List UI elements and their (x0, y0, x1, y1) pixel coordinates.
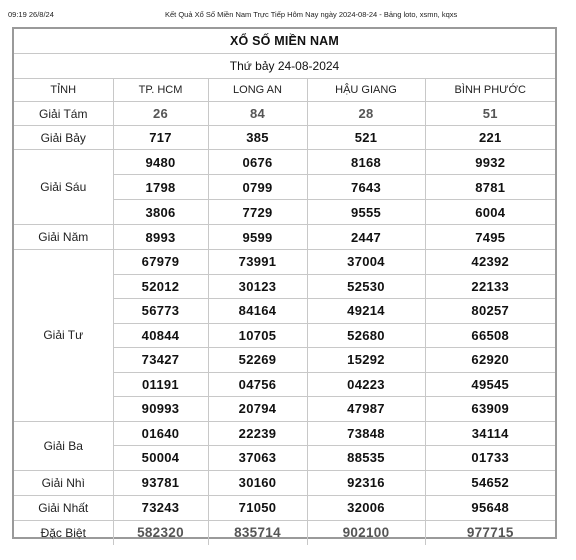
prize-number: 8781 (425, 175, 555, 200)
prize-number: 84 (208, 102, 307, 126)
prize-number: 6004 (425, 200, 555, 225)
prize-label: Giải Sáu (14, 150, 113, 225)
results-table (14, 79, 555, 545)
special-prize-number: 977715 (425, 520, 555, 545)
prize-number: 71050 (208, 495, 307, 520)
prize-number: 385 (208, 126, 307, 150)
prize-number: 7729 (208, 200, 307, 225)
browser-print-header (0, 0, 576, 22)
prize-number: 52530 (307, 274, 425, 299)
prize-number: 49214 (307, 299, 425, 324)
prize-number: 49545 (425, 372, 555, 397)
prize-number: 56773 (113, 299, 208, 324)
prize-number: 67979 (113, 250, 208, 275)
special-prize-number: 835714 (208, 520, 307, 545)
prize-number: 93781 (113, 470, 208, 495)
prize-row-ba (14, 421, 555, 446)
prize-number: 521 (307, 126, 425, 150)
prize-number: 01733 (425, 446, 555, 471)
prize-number: 52012 (113, 274, 208, 299)
prize-number: 54652 (425, 470, 555, 495)
special-prize-number: 582320 (113, 520, 208, 545)
prize-number: 10705 (208, 323, 307, 348)
prize-row-tu (14, 250, 555, 275)
prize-number: 66508 (425, 323, 555, 348)
prize-number: 7643 (307, 175, 425, 200)
province-header[interactable]: LONG AN (208, 79, 307, 102)
prize-number: 1798 (113, 175, 208, 200)
prize-number: 2447 (307, 225, 425, 250)
province-header[interactable]: TP. HCM (113, 79, 208, 102)
prize-number: 717 (113, 126, 208, 150)
prize-number: 37004 (307, 250, 425, 275)
prize-number: 47987 (307, 397, 425, 422)
province-column-label: TỈNH (14, 79, 113, 102)
prize-number: 32006 (307, 495, 425, 520)
prize-number: 20794 (208, 397, 307, 422)
province-header[interactable]: HẬU GIANG (307, 79, 425, 102)
prize-number: 73427 (113, 348, 208, 373)
prize-number: 52269 (208, 348, 307, 373)
prize-number: 04223 (307, 372, 425, 397)
prize-number: 0799 (208, 175, 307, 200)
prize-number: 0676 (208, 150, 307, 175)
province-header[interactable]: BÌNH PHƯỚC (425, 79, 555, 102)
prize-number: 80257 (425, 299, 555, 324)
prize-number: 62920 (425, 348, 555, 373)
prize-number: 88535 (307, 446, 425, 471)
prize-label: Giải Nhất (14, 495, 113, 520)
prize-number: 52680 (307, 323, 425, 348)
prize-number: 50004 (113, 446, 208, 471)
results-title: XỔ SỐ MIỀN NAM (14, 29, 555, 54)
prize-number: 28 (307, 102, 425, 126)
prize-number: 73848 (307, 421, 425, 446)
prize-row-nhat (14, 495, 555, 520)
prize-label: Giải Năm (14, 225, 113, 250)
prize-label: Giải Nhì (14, 470, 113, 495)
prize-number: 26 (113, 102, 208, 126)
prize-label: Giải Bảy (14, 126, 113, 150)
results-frame (12, 27, 557, 539)
prize-number: 63909 (425, 397, 555, 422)
prize-number: 42392 (425, 250, 555, 275)
prize-number: 37063 (208, 446, 307, 471)
prize-number: 04756 (208, 372, 307, 397)
prize-number: 9932 (425, 150, 555, 175)
special-prize-number: 902100 (307, 520, 425, 545)
print-page-title: Kết Quả Xổ Số Miền Nam Trực Tiếp Hôm Nay ngày 2024-08-24 - Bảng loto, xsmn, kqxs (165, 10, 458, 19)
prize-number: 15292 (307, 348, 425, 373)
prize-number: 84164 (208, 299, 307, 324)
prize-number: 8993 (113, 225, 208, 250)
results-date: Thứ bảy 24-08-2024 (14, 54, 555, 79)
prize-number: 73991 (208, 250, 307, 275)
prize-number: 9480 (113, 150, 208, 175)
prize-number: 01191 (113, 372, 208, 397)
prize-number: 9555 (307, 200, 425, 225)
print-timestamp: 09:19 26/8/24 (8, 10, 54, 19)
prize-row-bay (14, 126, 555, 150)
prize-number: 73243 (113, 495, 208, 520)
prize-number: 92316 (307, 470, 425, 495)
prize-number: 40844 (113, 323, 208, 348)
prize-number: 30123 (208, 274, 307, 299)
prize-number: 3806 (113, 200, 208, 225)
prize-number: 221 (425, 126, 555, 150)
prize-row-tam (14, 102, 555, 126)
prize-number: 95648 (425, 495, 555, 520)
prize-number: 8168 (307, 150, 425, 175)
prize-label: Đặc Biệt (14, 520, 113, 545)
prize-row-dac-biet (14, 520, 555, 545)
prize-row-sau (14, 150, 555, 175)
prize-label: Giải Tám (14, 102, 113, 126)
prize-label: Giải Tư (14, 250, 113, 422)
prize-number: 22133 (425, 274, 555, 299)
prize-row-nhi (14, 470, 555, 495)
prize-number: 7495 (425, 225, 555, 250)
prize-number: 90993 (113, 397, 208, 422)
prize-number: 22239 (208, 421, 307, 446)
prize-number: 01640 (113, 421, 208, 446)
prize-label: Giải Ba (14, 421, 113, 470)
prize-number: 30160 (208, 470, 307, 495)
prize-number: 51 (425, 102, 555, 126)
province-header-row (14, 79, 555, 102)
prize-number: 34114 (425, 421, 555, 446)
prize-row-nam (14, 225, 555, 250)
prize-number: 9599 (208, 225, 307, 250)
